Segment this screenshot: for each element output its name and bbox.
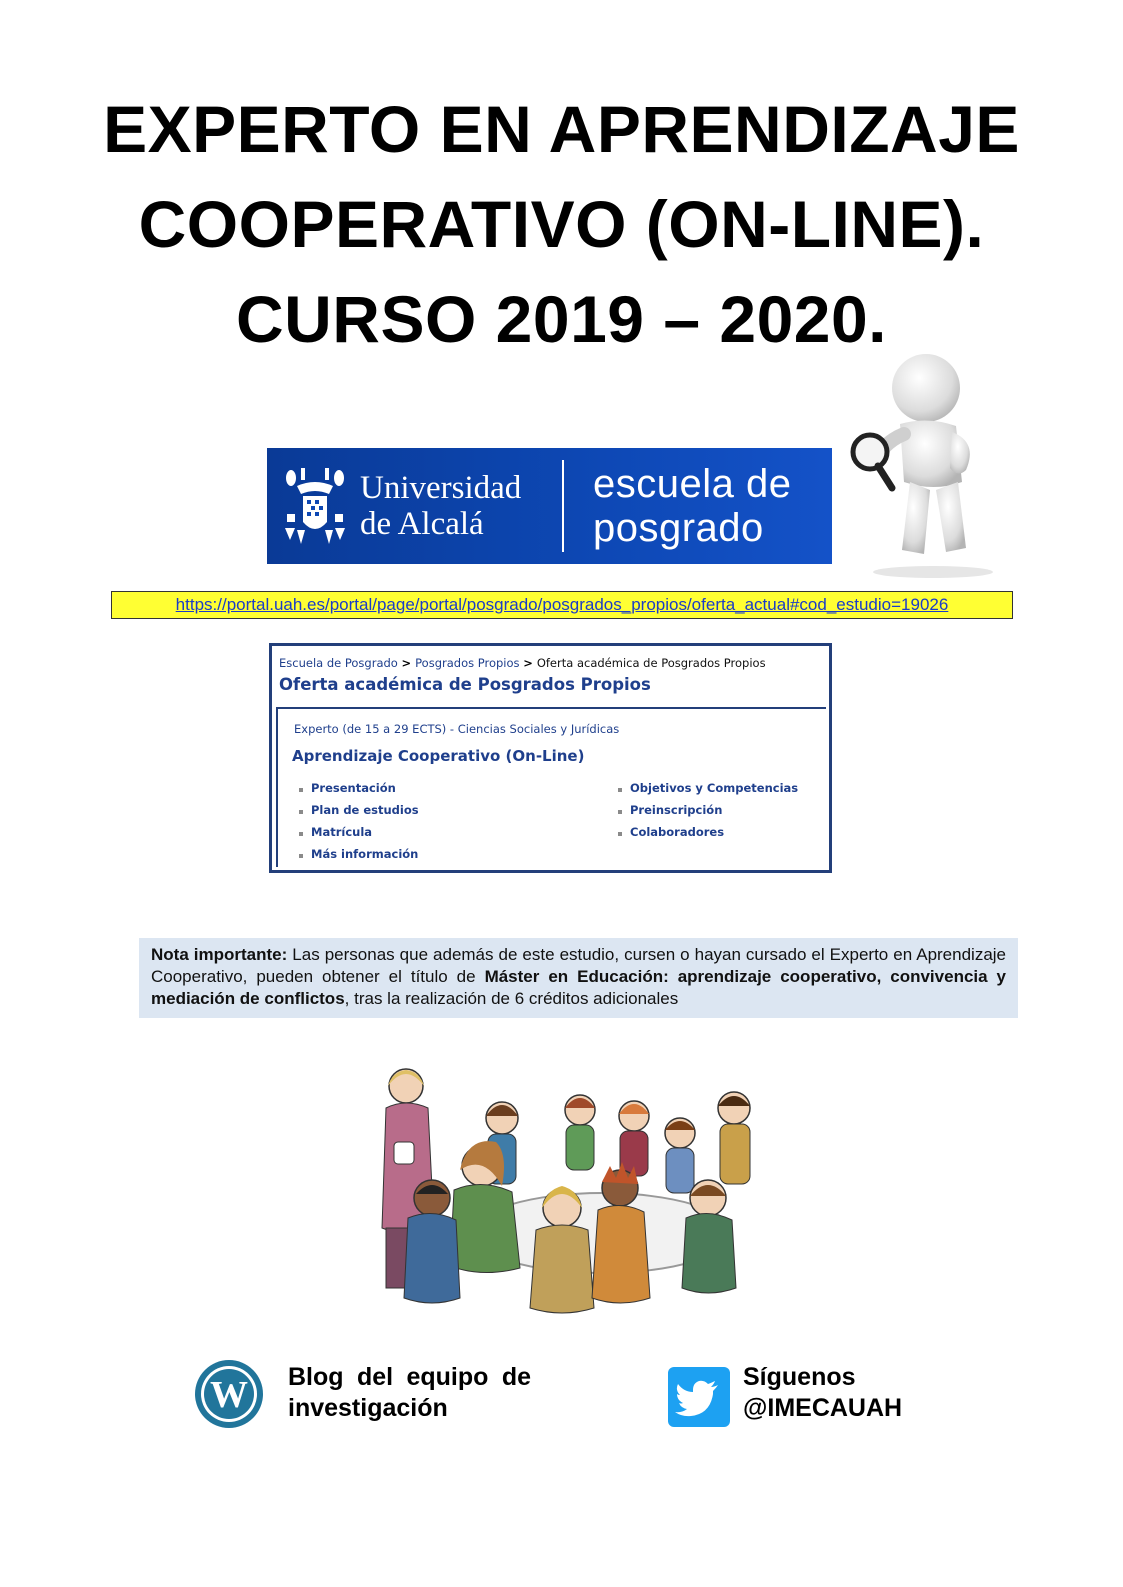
blog-link[interactable]: Blog del equipo de investigación xyxy=(288,1363,531,1422)
course-url-link[interactable]: https://portal.uah.es/portal/page/portal/posgrado/posgrados_propios/oferta_actual#cod_estudio=19026 xyxy=(175,595,949,614)
web-side-rule xyxy=(276,709,278,867)
note-text-1: Las personas que además de este estudio, cursen o hayan cursado el Experto en Aprendizaje Cooperativo, pueden obtener el título de xyxy=(151,945,1007,986)
twitter-icon[interactable] xyxy=(668,1367,730,1427)
breadcrumb: Escuela de Posgrado > Posgrados Propios > Oferta académica de Posgrados Propios xyxy=(279,656,766,670)
university-name: Universidad de Alcalá xyxy=(360,470,522,542)
course-link-preinscripcion[interactable]: Preinscripción xyxy=(618,799,798,821)
course-links-left xyxy=(299,777,419,865)
title-line-3: CURSO 2019 – 2020. xyxy=(235,282,888,356)
course-links-right xyxy=(618,777,798,843)
course-link-matricula[interactable]: Matrícula xyxy=(299,821,419,843)
course-link-objetivos[interactable]: Objetivos y Competencias xyxy=(618,777,798,799)
uah-logo-banner xyxy=(267,448,832,564)
title-line-1: EXPERTO EN APRENDIZAJE xyxy=(103,92,1020,166)
web-heading: Oferta académica de Posgrados Propios xyxy=(279,675,651,694)
school-name: escuela de posgrado xyxy=(593,462,792,550)
title-line-2: COOPERATIVO (ON-LINE). xyxy=(138,187,985,261)
course-category: Experto (de 15 a 29 ECTS) - Ciencias Sociales y Jurídicas xyxy=(294,722,620,736)
breadcrumb-item[interactable]: Posgrados Propios xyxy=(415,656,520,670)
note-label: Nota importante: xyxy=(151,945,288,964)
note-master-title: Máster en Educación: aprendizaje cooperativo, convivencia y mediación de conflictos xyxy=(151,967,1007,1008)
svg-text:W: W xyxy=(210,1374,248,1416)
twitter-follow-label: Síguenos xyxy=(743,1363,856,1391)
logo-divider xyxy=(562,460,564,552)
note-text-2: , tras la realización de 6 créditos adicionales xyxy=(344,989,679,1008)
important-note xyxy=(139,938,1018,1018)
page-title xyxy=(0,82,1123,367)
course-link-plan-estudios[interactable]: Plan de estudios xyxy=(299,799,419,821)
web-divider xyxy=(276,707,826,709)
course-web-capture xyxy=(269,643,832,873)
course-link-presentacion[interactable]: Presentación xyxy=(299,777,419,799)
magnifier-figure-icon xyxy=(838,350,1018,580)
twitter-handle: @IMECAUAH xyxy=(743,1394,903,1422)
course-link-colaboradores[interactable]: Colaboradores xyxy=(618,821,798,843)
course-url-box xyxy=(111,591,1013,619)
breadcrumb-item[interactable]: Escuela de Posgrado xyxy=(279,656,398,670)
group-meeting-illustration xyxy=(372,1058,792,1338)
wordpress-icon[interactable] xyxy=(193,1358,265,1430)
course-title: Aprendizaje Cooperativo (On-Line) xyxy=(292,747,585,765)
twitter-follow[interactable] xyxy=(743,1362,902,1424)
university-crest-icon xyxy=(281,464,349,548)
course-link-mas-informacion[interactable]: Más información xyxy=(299,843,419,865)
breadcrumb-current: Oferta académica de Posgrados Propios xyxy=(536,656,766,670)
